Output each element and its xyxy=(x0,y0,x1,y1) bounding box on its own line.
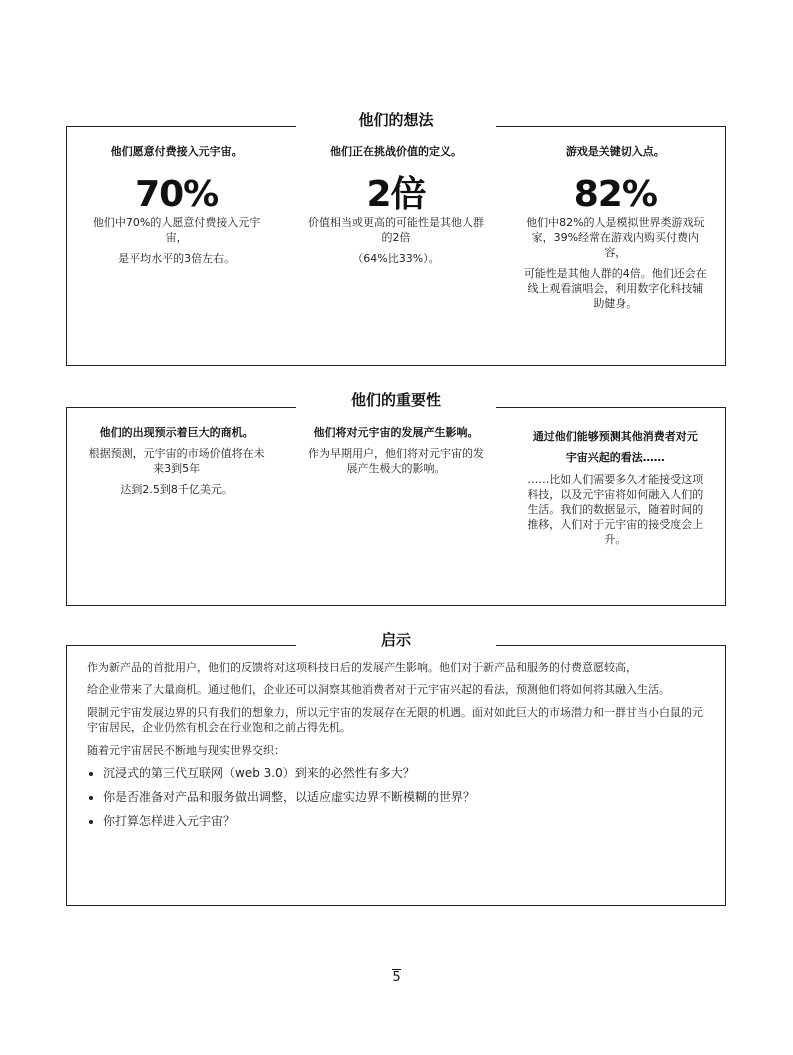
insight-paragraph: 限制元宇宙发展边界的只有我们的想象力，所以元宇宙的发展存在无限的机遇。面对如此巨大的市场潜力和一群甘当小白鼠的元宇宙居民，企业仍然有机会在行业饱和之前占得先机。 xyxy=(87,706,703,734)
insight-paragraph: 随着元宇宙居民不断地与现实世界交织： xyxy=(87,744,285,757)
importance-box xyxy=(66,407,726,606)
column-heading: 游戏是关键切入点。 xyxy=(565,145,665,158)
page-number-text: 5 xyxy=(392,970,401,985)
column-text: 作为早期用户，他们将对元宇宙的发展产生极大的影响。 xyxy=(307,447,484,475)
column-text: ……比如人们需要多久才能接受这项科技，以及元宇宙将如何融入人们的生活。我们的数据显示，随着时间的推移，人们对于元宇宙的接受度会上升。 xyxy=(527,473,704,546)
thoughts-column xyxy=(286,127,505,317)
section-title: 他们的想法 xyxy=(296,110,496,130)
column-heading: 通过他们能够预测其他消费者对元宇宙兴起的看法…… xyxy=(532,430,698,464)
column-text: （64%比33%）。 xyxy=(352,252,440,265)
page-number xyxy=(0,970,793,985)
column-heading: 他们正在挑战价值的定义。 xyxy=(329,145,462,158)
question-list xyxy=(87,766,711,829)
stat-value: 70% xyxy=(135,174,219,215)
importance-column xyxy=(67,408,286,553)
question-item: • 你打算怎样进入元宇宙？ xyxy=(103,814,711,829)
thoughts-box xyxy=(66,126,726,366)
stat-value: 82% xyxy=(573,174,657,215)
insight-paragraph: 作为新产品的首批用户，他们的反馈将对这项科技日后的发展产生影响。他们对于新产品和服务的付费意愿较高， xyxy=(87,661,637,674)
insight-paragraph: 给企业带来了大量商机。通过他们，企业还可以洞察其他消费者对于元宇宙兴起的看法，预测他们将如何将其融入生活。 xyxy=(87,683,670,696)
column-text: 可能性是其他人群的4倍。他们还会在线上观看演唱会，利用数字化科技辅助健身。 xyxy=(523,267,707,310)
thoughts-column xyxy=(506,127,725,317)
insights-text xyxy=(87,660,711,838)
column-text: 达到2.5到8千亿美元。 xyxy=(120,483,233,496)
column-text: 他们中82%的人是模拟世界类游戏玩家，39%经常在游戏内购买付费内容， xyxy=(526,216,705,259)
section-title: 启示 xyxy=(296,630,496,650)
column-heading: 他们的出现预示着巨大的商机。 xyxy=(99,426,254,439)
thoughts-column xyxy=(67,127,286,317)
column-text: 他们中70%的人愿意付费接入元宇宙， xyxy=(92,216,261,244)
importance-column xyxy=(506,408,725,553)
question-item: • 沉浸式的第三代互联网（web 3.0）到来的必然性有多大？ xyxy=(103,766,711,781)
stat-value: 2倍 xyxy=(366,174,426,215)
column-text: 价值相当或更高的可能性是其他人群的2倍 xyxy=(307,216,484,244)
column-text: 根据预测，元宇宙的市场价值将在未来3到5年 xyxy=(88,447,265,475)
insights-box xyxy=(66,645,726,906)
importance-column xyxy=(286,408,505,553)
question-item: • 你是否准备对产品和服务做出调整，以适应虚实边界不断模糊的世界？ xyxy=(103,790,711,805)
column-heading: 他们愿意付费接入元宇宙。 xyxy=(110,145,243,158)
column-heading: 他们将对元宇宙的发展产生影响。 xyxy=(313,426,479,439)
section-title: 他们的重要性 xyxy=(296,390,496,410)
column-text: 是平均水平的3倍左右。 xyxy=(118,252,236,265)
